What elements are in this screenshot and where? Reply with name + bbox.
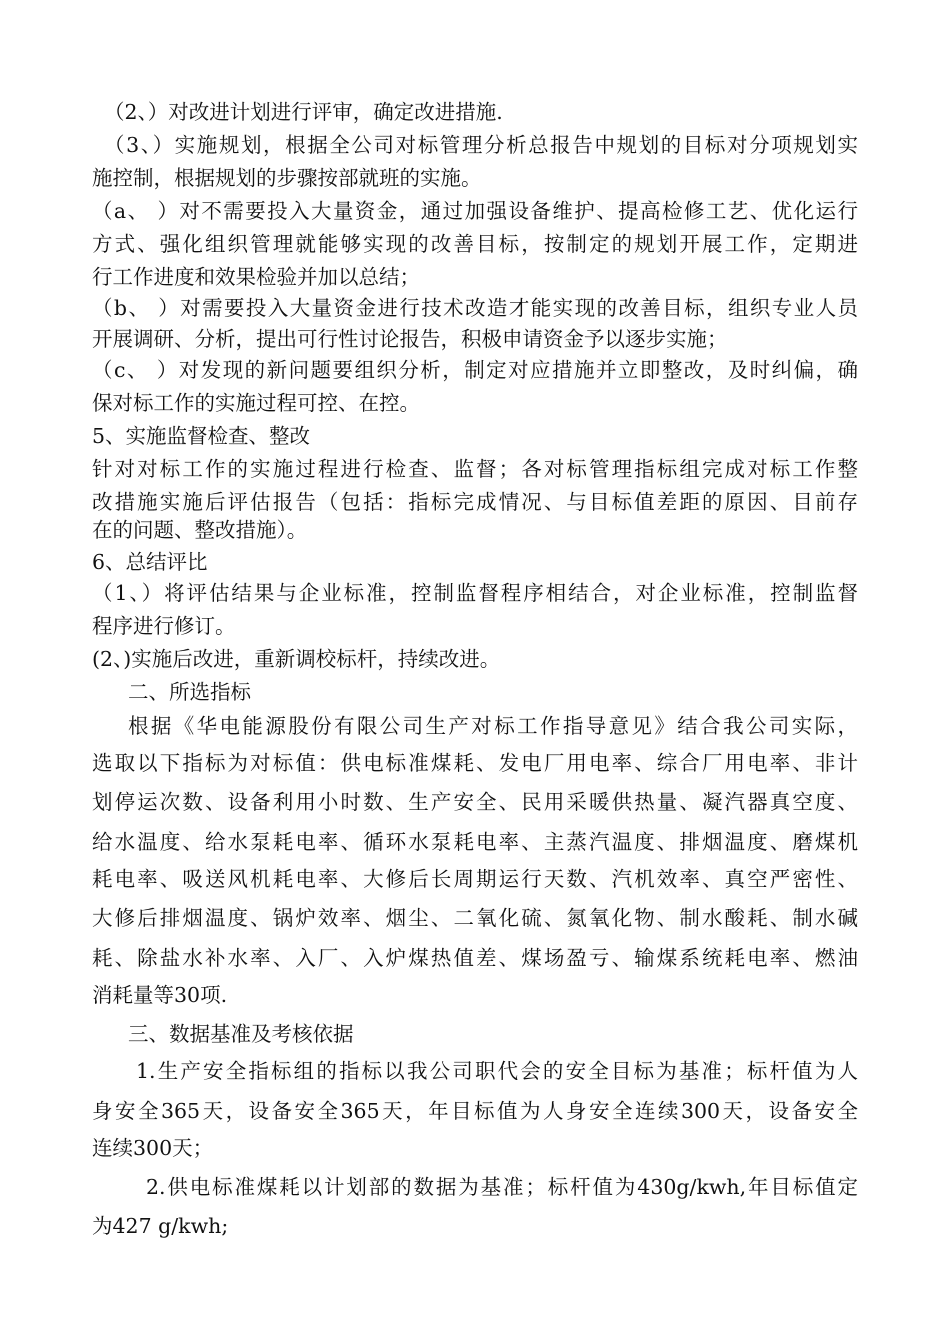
text-line: 施控制，根据规划的步骤按部就班的实施。 [92,166,482,190]
section-heading: 二、所选指标 [128,680,251,704]
text-line: 根据《华电能源股份有限公司生产对标工作指导意见》结合我公司实际， [128,714,858,738]
text-line: 开展调研、分析，提出可行性讨论报告，积极申请资金予以逐步实施； [92,327,728,351]
text-line: 耗电率、吸送风机耗电率、大修后长周期运行天数、汽机效率、真空严密性、 [92,867,858,891]
text-line: （b、 ）对需要投入大量资金进行技术改造才能实现的改善目标，组织专业人员 [92,296,858,320]
text-line: （1、）将评估结果与企业标准，控制监督程序相结合，对企业标准，控制监督 [92,581,858,605]
text-line: 大修后排烟温度、锅炉效率、烟尘、二氧化硫、氮氧化物、制水酸耗、制水碱 [92,906,858,930]
text-line: 方式、强化组织管理就能够实现的改善目标，按制定的规划开展工作，定期进 [92,232,858,256]
text-line: 2.供电标准煤耗以计划部的数据为基准；标杆值为430g/kwh,年目标值定 [146,1175,858,1199]
text-line: 为427 g/kwh; [92,1214,229,1238]
text-line: 给水温度、给水泵耗电率、循环水泵耗电率、主蒸汽温度、排烟温度、磨煤机 [92,830,858,854]
text-line: （c、 ）对发现的新问题要组织分析，制定对应措施并立即整改，及时纠偏，确 [92,358,858,382]
text-line: 选取以下指标为对标值：供电标准煤耗、发电厂用电率、综合厂用电率、非计 [92,751,858,775]
text-line: 连续300天； [92,1136,214,1160]
text-line: (2、)实施后改进，重新调校标杆，持续改进。 [92,647,501,671]
text-line: 划停运次数、设备利用小时数、生产安全、民用采暖供热量、凝汽器真空度、 [92,790,858,814]
text-line: 行工作进度和效果检验并加以总结； [92,265,420,289]
text-line: （2、）对改进计划进行评审，确定改进措施. [104,100,503,124]
text-line: 针对对标工作的实施过程进行检查、监督；各对标管理指标组完成对标工作整 [92,457,858,481]
section-heading: 三、数据基准及考核依据 [128,1022,354,1046]
text-line: 耗、除盐水补水率、入厂、入炉煤热值差、煤场盈亏、输煤系统耗电率、燃油 [92,946,858,970]
text-line: 身安全365天，设备安全365天，年目标值为人身安全连续300天，设备安全 [92,1099,858,1123]
text-line: （3、）实施规划，根据全公司对标管理分析总报告中规划的目标对分项规划实 [104,133,858,157]
text-line: 在的问题、整改措施）。 [92,518,308,542]
section-heading: 6、总结评比 [92,550,208,574]
text-line: 消耗量等30项. [92,983,228,1007]
text-line: 1.生产安全指标组的指标以我公司职代会的安全目标为基准；标杆值为人 [136,1059,858,1083]
text-line: （a、 ）对不需要投入大量资金，通过加强设备维护、提高检修工艺、优化运行 [92,199,858,223]
text-line: 保对标工作的实施过程可控、在控。 [92,391,420,415]
section-heading: 5、实施监督检查、整改 [92,424,311,448]
text-line: 改措施实施后评估报告（包括：指标完成情况、与目标值差距的原因、目前存 [92,490,858,514]
text-line: 程序进行修订。 [92,614,236,638]
